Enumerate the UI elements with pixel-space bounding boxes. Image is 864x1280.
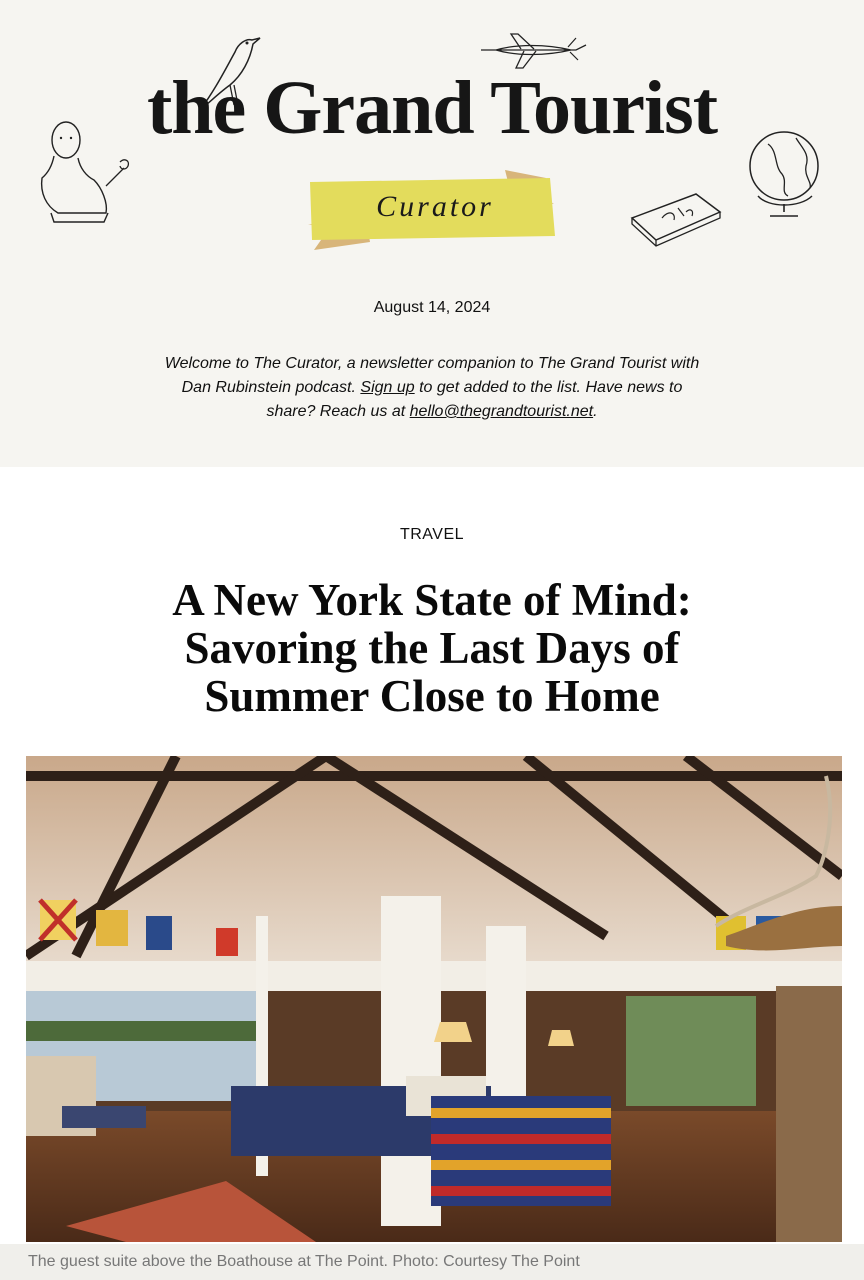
newsletter-header (0, 0, 864, 467)
curator-label: Curator (376, 190, 494, 223)
intro-text (160, 352, 704, 424)
intro-text-part3: . (593, 403, 598, 420)
bust-icon (36, 118, 140, 226)
article-photo[interactable] (26, 756, 842, 1242)
boathouse-suite-image (26, 756, 842, 1242)
photo-caption: The guest suite above the Boathouse at The Point. Photo: Courtesy The Point (0, 1244, 864, 1280)
email-link[interactable]: hello@thegrandtourist.net (409, 403, 594, 420)
masthead-logo[interactable]: the Grand Tourist (146, 66, 718, 150)
intro-text-part2: to get added to the list. Have news to share? Reach us at (266, 379, 683, 420)
globe-icon (738, 126, 830, 222)
issue-date: August 14, 2024 (373, 299, 491, 316)
article-headline[interactable]: A New York State of Mind: Savoring the Last Days of Summer Close to Home (172, 575, 692, 721)
intro-text-part1: Welcome to The Curator, a newsletter companion to The Grand Tourist with Dan Rubinstein podcast. (164, 355, 700, 396)
article-category[interactable]: TRAVEL (399, 526, 465, 543)
book-icon (628, 190, 724, 248)
signup-link[interactable]: Sign up (360, 379, 415, 396)
